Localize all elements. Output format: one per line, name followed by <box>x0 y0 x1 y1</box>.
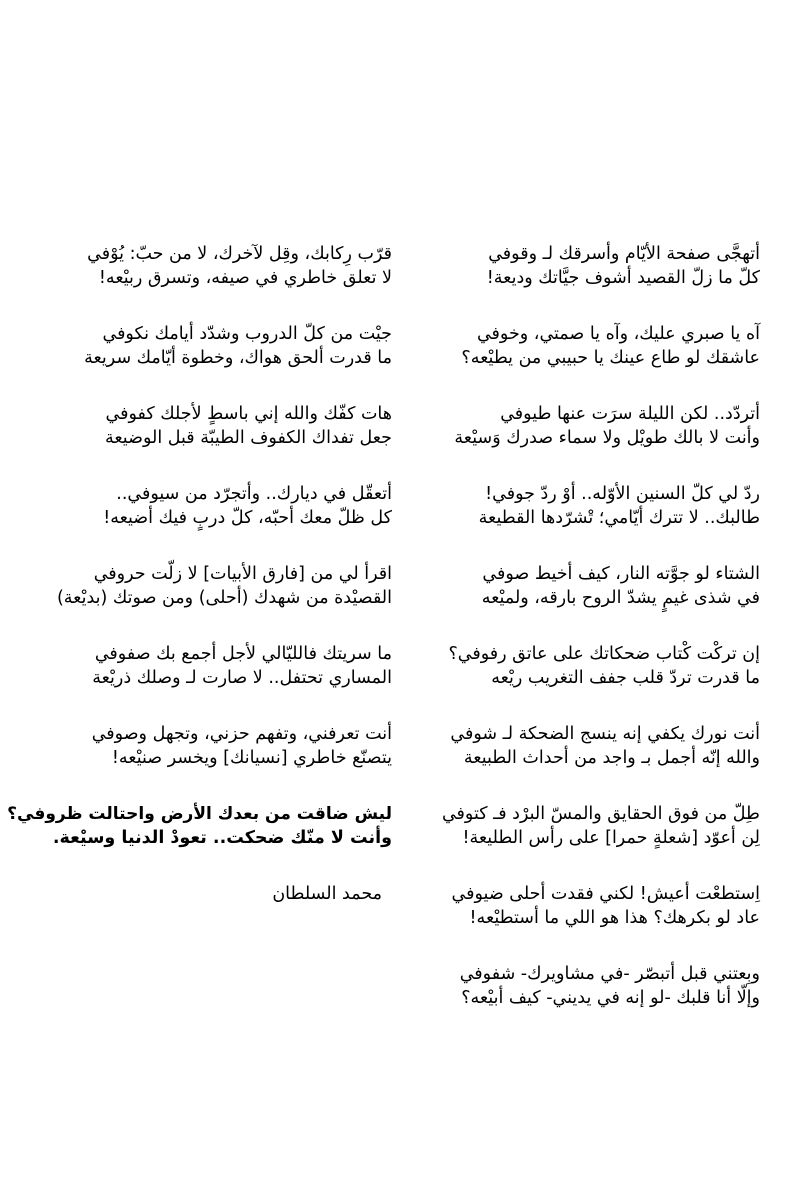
verse-line: وأنت لا منّك ضحكت.. تعودْ الدنيا وسيْعة. <box>52 828 392 848</box>
verse-line: اِستطعْت أعيش! لكني فقدت أحلى ضيوفي <box>451 884 760 904</box>
verse-line: أتردّد.. لكن الليلة سرَت عنها طيوفي <box>500 404 760 424</box>
verse-line: في شذى غيمٍ يشدّ الروح بارقه، ولميْعه <box>481 588 760 608</box>
verse-line: اقرأ لي من [فارق الأبيات] لا زلّت حروفي <box>93 564 392 584</box>
verse-line: عاشقك لو طاع عينك يا حبيبي من يطيْعه؟ <box>461 348 760 368</box>
stanza <box>400 482 760 562</box>
verse-line: ليش ضاقت من بعدك الأرض واحتالت ظروفي؟ <box>7 804 392 824</box>
stanza <box>400 642 760 722</box>
stanza-closing <box>0 802 392 882</box>
verse-line: ما سريتك فالليّالي لأجل أجمع بك صفوفي <box>94 644 392 664</box>
verse-line: كلّ ما زلّ القصيد أشوف جيَّاتك وديعة! <box>486 268 760 288</box>
stanza <box>400 962 760 1042</box>
stanza <box>400 242 760 322</box>
verse-line: وبِعتني قبل أتبصّر -في مشاويرك- شفوفي <box>459 964 760 984</box>
verse-line: أتهجَّى صفحة الأيّام وأسرقك لـ وقوفي <box>488 244 760 264</box>
verse-line: لا تعلق خاطري في صيفه، وتسرق ربيْعه! <box>98 268 392 288</box>
verse-line: يتصنّع خاطري [نسيانك] ويخسر صنيْعه! <box>111 748 392 768</box>
stanza <box>400 322 760 402</box>
verse-line: الشتاء لو جوَّته النار، كيف أخيط صوفي <box>482 564 760 584</box>
verse-line: أتعقّل في ديارك.. وأتجرّد من سيوفي.. <box>116 484 392 504</box>
stanza <box>400 562 760 642</box>
verse-line: ما قدرت تردّ قلب جفف التغريب ريْعه <box>491 668 760 688</box>
verse-line: جيْت من كلّ الدروب وشدّد أيامك نكوفي <box>102 324 392 344</box>
verse-line: أنت تعرفني، وتفهم حزني، وتجهل وصوفي <box>91 724 392 744</box>
verse-line: القصيْدة من شهدك (أحلى) ومن صوتك (بديْعة) <box>56 588 392 608</box>
stanza <box>0 482 392 562</box>
verse-line: قرّب رِكابك، وقِل لآخرك، لا من حبّ: يُوْفي <box>87 244 392 264</box>
stanza <box>400 402 760 482</box>
stanza <box>0 402 392 482</box>
verse-line: لِن أعوّد [شعلةٍ حمرا] على رأس الطليعة! <box>462 828 760 848</box>
verse-line: وإلّا أنا قلبك -لو إنه في يديني- كيف أبيْعه؟ <box>461 988 760 1008</box>
verse-line: طِلّ من فوق الحقايق والمسّ البرْد فـ كتوفي <box>441 804 760 824</box>
verse-line: طالبك.. لا تترك أيّامي؛ تْشرّدها القطيعة <box>478 508 760 528</box>
verse-line: آه يا صبري عليك، وآه يا صمتي، وخوفي <box>476 324 760 344</box>
stanza <box>0 642 392 722</box>
stanza <box>0 242 392 322</box>
verse-line: عاد لو بكرهك؟ هذا هو اللي ما أستطيْعه! <box>469 908 760 928</box>
verse-line: إن تركْت كْتاب ضحكاتك على عاتق رفوفي؟ <box>448 644 760 664</box>
stanza <box>0 322 392 402</box>
verse-line: كل ظلّ معك أحبّه، كلّ دربٍ فيك أضيعه! <box>103 508 392 528</box>
verse-line: المساري تحتفل.. لا صارت لـ وصلك ذريْعة <box>92 668 392 688</box>
verse-line: ما قدرت ألحق هواك، وخطوة أيّامك سريعة <box>84 348 392 368</box>
stanza <box>400 802 760 882</box>
verse-line: وأنت لا بالك طويْل ولا سماء صدرك وَسيْعة <box>454 428 760 448</box>
verse-line: والله إنّه أجمل بـ واجد من أحداث الطبيعة <box>463 748 760 768</box>
stanza <box>400 722 760 802</box>
poet-signature: محمد السلطان <box>272 884 382 904</box>
stanza <box>400 882 760 962</box>
verse-line: أنت نورك يكفي إنه ينسج الضحكة لـ شوفي <box>450 724 760 744</box>
verse-line: جعل تفداك الكفوف الطيبّة قبل الوضيعة <box>104 428 392 448</box>
stanza <box>0 722 392 802</box>
poem-column-left <box>0 242 392 906</box>
stanza <box>0 562 392 642</box>
verse-line: هات كفّك والله إني باسطٍ لأجلك كفوفي <box>105 404 392 424</box>
verse-line: ردّ لي كلّ السنين الأوّله.. أوْ ردّ جوفي! <box>485 484 760 504</box>
poem-column-right <box>400 242 760 1042</box>
